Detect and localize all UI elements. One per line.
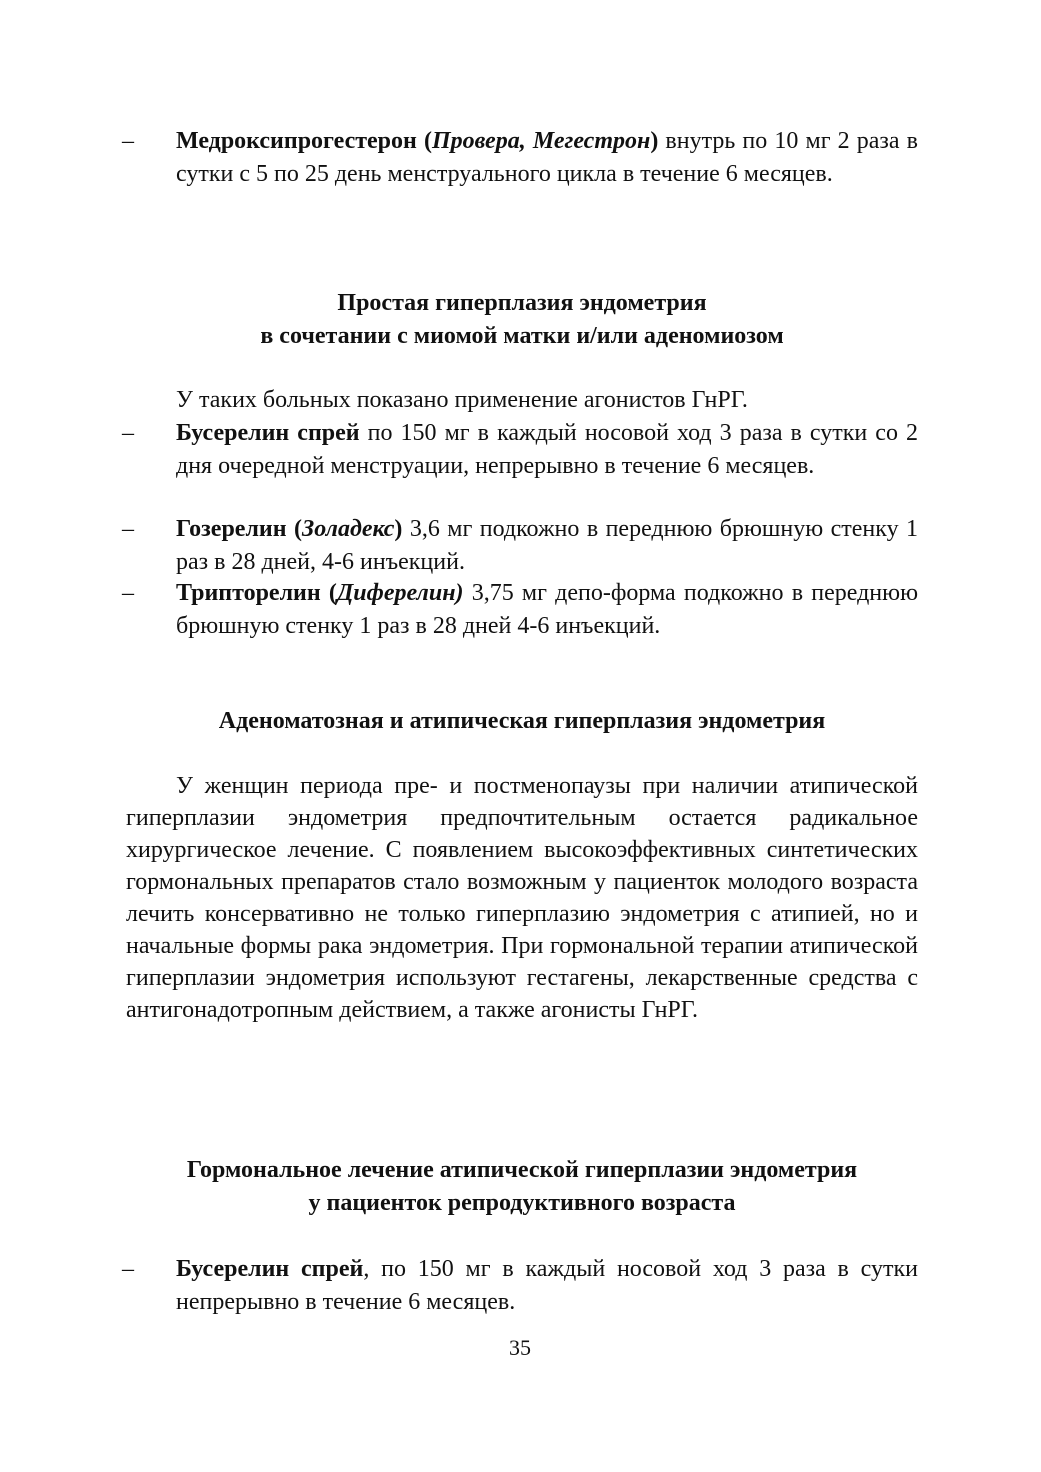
heading-line: в сочетании с миомой матки и/или аденомиозом <box>260 323 784 349</box>
drug-dosage: , по 150 мг в каждый носовой ход 3 раза в сутки непрерывно в течение 6 месяцев. <box>176 1256 918 1315</box>
section-heading-simple-hyperplasia <box>126 287 918 353</box>
page-number: 35 <box>509 1335 531 1360</box>
drug-name: Медроксипрогестерон <box>176 128 417 154</box>
heading-line: Гормональное лечение атипической гиперплазии эндометрия <box>186 1157 858 1183</box>
drug-name: Гозерелин <box>176 516 287 542</box>
section-heading-hormonal-treatment <box>126 1154 918 1220</box>
body-paragraph: У женщин периода пре- и постменопаузы при наличии атипической гиперплазии эндометрия предпочтительным остается радикальное хирургическое лечение. С появлением высокоэффективных синтетических гормональных препаратов стало возможным у пациенток молодого возраста лечить консервативно не только гиперплазию эндометрия с атипией, но и начальные формы рака эндометрия. При гормональной терапии атипической гиперплазии эндометрия используют гестагены, лекарственные средства с антигонадотропным действием, а также агонисты ГнРГ. <box>126 773 918 1023</box>
drug-dosage: по 150 мг в каждый носовой ход 3 раза в сутки со 2 дня очередной менструации, непрерывно в течение 6 месяцев. <box>176 420 918 479</box>
intro-paragraph: У таких больных показано применение агонистов ГнРГ. <box>176 387 748 413</box>
heading-line: у пациенток репродуктивного возраста <box>308 1190 736 1216</box>
list-item-buserelin <box>122 417 918 483</box>
paren-open: ( <box>320 580 337 606</box>
heading-line: Простая гиперплазия эндометрия <box>337 290 707 316</box>
list-item-buserelin-repro <box>122 1253 918 1319</box>
bullet-dash: – <box>122 420 134 446</box>
bullet-dash: – <box>122 128 134 154</box>
list-item-goserelin <box>122 513 918 579</box>
drug-name: Трипторелин <box>176 580 321 606</box>
drug-dosage: 3,6 мг подкожно в переднюю брюшную стенку 1 раз в 28 дней, 4-6 инъекций. <box>176 516 918 575</box>
drug-name: Бусерелин спрей <box>176 420 360 446</box>
section-heading-adenomatous-hyperplasia: Аденоматозная и атипическая гиперплазия эндометрия <box>218 708 826 734</box>
list-item-triptorelin <box>122 577 918 643</box>
drug-brand: Золадекс <box>302 516 395 542</box>
bullet-dash: – <box>122 580 134 606</box>
drug-dosage: 3,75 мг депо-форма подкожно в переднюю брюшную стенку 1 раз в 28 дней 4-6 инъекций. <box>176 580 918 639</box>
bullet-dash: – <box>122 1256 134 1282</box>
paren-close: ) <box>394 516 403 542</box>
drug-brand: Диферелин) <box>336 580 464 606</box>
paren-close: ) <box>650 128 659 154</box>
list-item-medroxyprogesterone <box>122 125 918 191</box>
bullet-dash: – <box>122 516 134 542</box>
drug-brand: Провера, Мегестрон <box>431 128 651 154</box>
drug-name: Бусерелин спрей <box>176 1256 364 1282</box>
paren-open: ( <box>416 128 432 154</box>
drug-dosage: внутрь по 10 мг 2 раза в сутки с 5 по 25 день менструального цикла в течение 6 месяцев. <box>176 128 918 187</box>
paren-open: ( <box>286 516 303 542</box>
